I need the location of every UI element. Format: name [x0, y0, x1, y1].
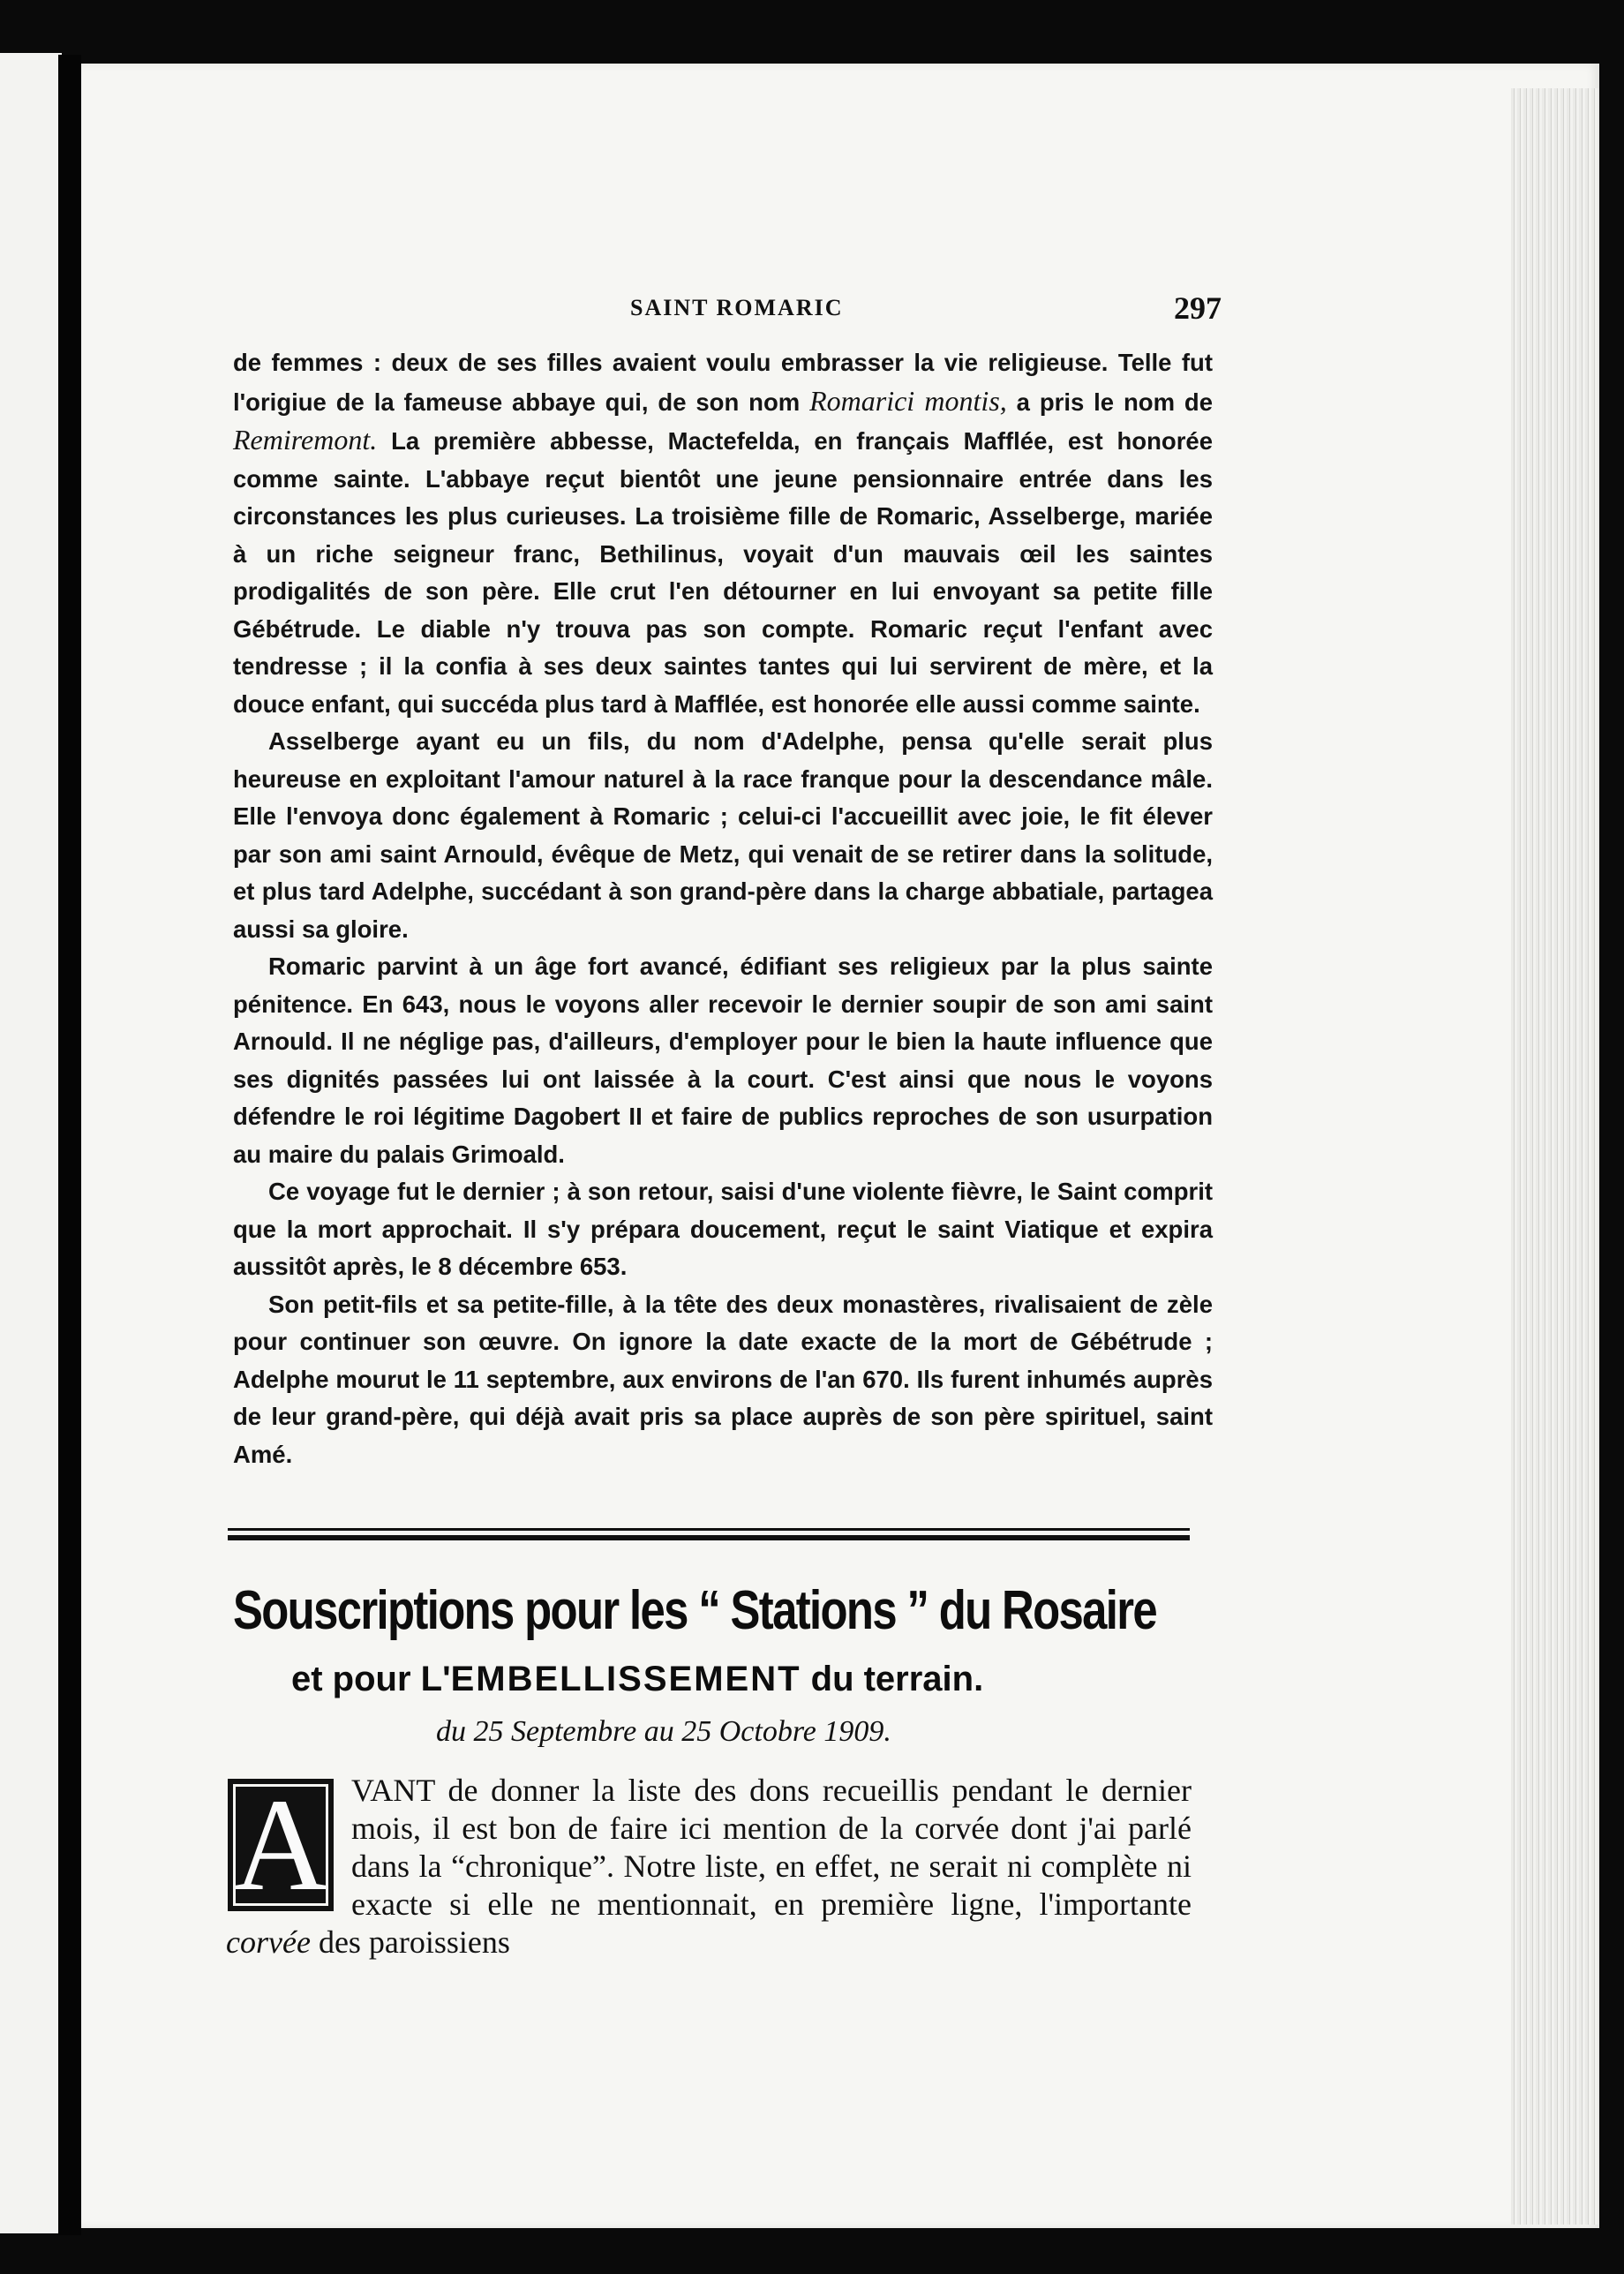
page-stack-edges: [1511, 88, 1599, 2225]
announcement-subheadline: et pour L'EMBELLISSEMENT du terrain.: [291, 1660, 984, 1698]
running-head: [233, 290, 1222, 344]
article-paragraph: de femmes : deux de ses filles avaient voulu embrasser la vie religieuse. Telle fut l'origiue de la fameuse abbaye qui, de son nom Romarici montis, a pris le nom de Remiremont. La première abbesse, Mactefelda, en français Mafflée, est honorée comme sainte. L'abbaye reçut bientôt une jeune pensionnaire entrée dans les circonstances les plus curieuses. La troisième fille de Romaric, Asselberge, mariée à un riche seigneur franc, Bethilinus, voyait d'un mauvais œil les saintes prodigalités de son père. Elle crut l'en détourner en lui envoyant sa petite fille Gébétrude. Le diable n'y trouva pas son compte. Romaric reçut l'enfant avec tendresse ; il la confia à ses deux saintes tantes qui lui servirent de mère, et la douce enfant, qui succéda plus tard à Mafflée, est honorée elle aussi comme sainte.: [233, 349, 1214, 718]
book-gutter: [58, 55, 81, 2235]
article-paragraph: Romaric parvint à un âge fort avancé, édifiant ses religieux par la plus sainte pénitence. En 643, nous le voyons aller recevoir le dernier soupir de son ami saint Arnould. Il ne néglige pas, d'ailleurs, d'employer pour le bien la haute influence que ses dignités passées lui ont laissée à la court. C'est ainsi que nous le voyons défendre le roi légitime Dagobert II et faire de publics reproches de son usurpation au maire du palais Grimoald.: [233, 953, 1213, 1168]
page-number: 297: [1174, 290, 1222, 326]
announcement-dateline: du 25 Septembre au 25 Octobre 1909.: [436, 1715, 891, 1748]
divider-thin-rule: [228, 1528, 1190, 1531]
running-title: SAINT ROMARIC: [630, 295, 844, 320]
facing-page-edge: [0, 53, 62, 2233]
article-paragraph: Asselberge ayant eu un fils, du nom d'Adelphe, pensa qu'elle serait plus heureuse en exploitant l'amour naturel à la race franque pour la descendance mâle. Elle l'envoya donc également à Romaric ; celui-ci l'accueillit avec joie, le fit élever par son ami saint Arnould, évêque de Metz, qui venait de se retirer dans la solitude, et plus tard Adelphe, succédant à son grand-père dans la charge abbatiale, partagea aussi sa gloire.: [233, 727, 1213, 943]
page-content: [226, 290, 1222, 1962]
announcement-headline: Souscriptions pour les “ Stations ” du Rosaire: [233, 1580, 1157, 1641]
section-divider: [228, 1528, 1190, 1540]
divider-thick-rule: [228, 1535, 1190, 1540]
article-body: [233, 344, 1213, 1473]
latin-name: Romarici montis,: [809, 384, 1007, 417]
article-paragraph: Son petit-fils et sa petite-fille, à la tête des deux monastères, rivalisaient de zèle pour continuer son œuvre. On ignore la date exacte de la mort de Gébétrude ; Adelphe mourut le 11 septembre, aux environs de l'an 670. Ils furent inhumés auprès de leur grand-père, qui déjà avait pris sa place auprès de son père spirituel, saint Amé.: [233, 1290, 1213, 1468]
article-paragraph: Ce voyage fut le dernier ; à son retour, saisi d'une violente fièvre, le Saint comprit que la mort approchait. Il s'y prépara doucement, reçut le saint Viatique et expira aussitôt après, le 8 décembre 653.: [233, 1178, 1213, 1280]
town-name: Remiremont.: [233, 424, 378, 456]
announcement-intro: A VANT de donner la liste des dons recueillis pendant le dernier mois, il est bon de faire ici mention de la corvée dont j'ai parlé dans la “chronique”. Notre liste, en effet, ne serait ni complète ni exacte si elle ne mentionnait, en première ligne, l'importante corvée des paroissiens: [226, 1772, 1192, 1960]
drop-cap: A: [228, 1779, 334, 1911]
